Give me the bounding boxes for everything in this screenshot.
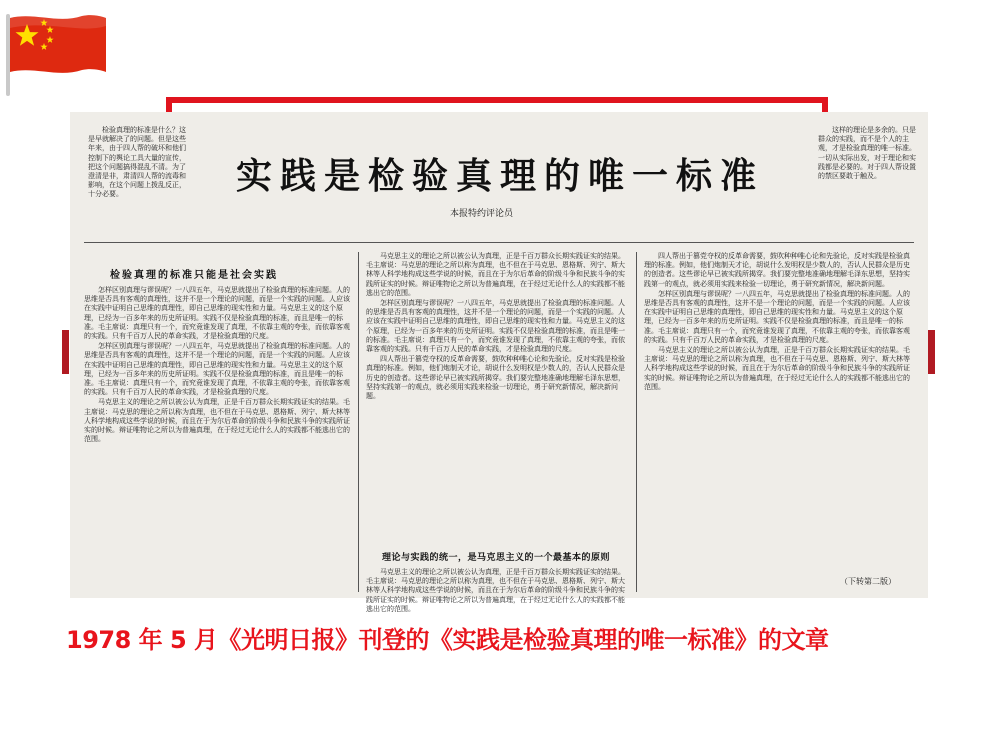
- intro-text: 检验真理的标准是什么？这是早就解决了的问题。但是这些年来，由于四人帮的破坏和他们控制下的舆论工具大量的宣传，把这个问题搞得混乱不清。为了澄清是非，肃清四人帮的流毒和影响，在这个问题上拨乱反正，十分必要。: [88, 126, 186, 199]
- col2-text-cont2: 四人帮出于篡党夺权的反革命需要，鼓吹种种唯心论和先验论，反对实践是检验真理的标准。例如，他们炮制天才论，胡说什么发明权是少数人的，否认人民群众是历史的创造者。这些谬论早已被实践所揭穿。我们要完整地准确地理解毛泽东思想，坚持实践第一的观点，就必须用实践来检验一切理论，勇于研究新情况，解决新问题。: [366, 355, 625, 401]
- col3-text: 四人帮出于篡党夺权的反革命需要，鼓吹种种唯心论和先验论，反对实践是检验真理的标准。例如，他们炮制天才论，胡说什么发明权是少数人的，否认人民群众是历史的创造者。这些谬论早已被实践所揭穿。我们要完整地准确地理解毛泽东思想，坚持实践第一的观点，就必须用实践来检验一切理论，勇于研究新情况，解决新问题。: [644, 252, 910, 288]
- col1-text: 怎样区别真理与谬误呢？一八四五年，马克思就提出了检验真理的标准问题。人的思维是否具有客观的真理性，这并不是一个理论的问题，而是一个实践的问题。人应该在实践中证明自己思维的真理性，即自己思维的现实性和力量。马克思主义的这个原理，已经为一百多年来的历史所证明。实践不仅是检验真理的标准，而且是唯一的标准。毛主席说：真理只有一个，而究竟谁发现了真理，不依靠主观的夸张，而依靠客观的实践。只有千百万人民的革命实践，才是检验真理的尺度。: [84, 286, 350, 341]
- col2-tail-text: 马克思主义的理论之所以被公认为真理，正是千百万群众长期实践证实的结果。毛主席说：马克思的理论之所以称为真理，也不但在于马克思、恩格斯、列宁、斯大林等人科学地构成这些学说的时候，而且在于为尔后革命的阶级斗争和民族斗争的实践所证实的时候。辩证唯物论之所以为普遍真理，在于经过无论什么人的实践都不能逃出它的范围。: [366, 568, 625, 613]
- side-accent-right: [928, 330, 935, 374]
- body-column-3: [644, 252, 914, 572]
- col1-text-cont2: 马克思主义的理论之所以被公认为真理，正是千百万群众长期实践证实的结果。毛主席说：马克思的理论之所以称为真理，也不但在于马克思、恩格斯、列宁、斯大林等人科学地构成这些学说的时候，而且在于为尔后革命的阶级斗争和民族斗争的实践所证实的时候。辩证唯物论之所以为普遍真理，在于经过无论什么人的实践都不能逃出它的范围。: [84, 398, 350, 444]
- caption: 1978 年 5 月《光明日报》刊登的《实践是检验真理的唯一标准》的文章: [66, 626, 829, 654]
- side-column: [818, 126, 918, 246]
- section1-title: 检验真理的标准只能是社会实践: [110, 270, 278, 281]
- red-frame-top: [166, 97, 828, 103]
- intro-column: [88, 126, 188, 246]
- continued-note: （下转第二版）: [840, 577, 896, 586]
- body-column-2: [366, 252, 630, 542]
- article-headline: 实践是检验真理的唯一标准: [235, 155, 764, 197]
- col3-text-cont2: 马克思主义的理论之所以被公认为真理，正是千百万群众长期实践证实的结果。毛主席说：马克思的理论之所以称为真理，也不但在于马克思、恩格斯、列宁、斯大林等人科学地构成这些学说的时候，而且在于为尔后革命的阶级斗争和民族斗争的实践所证实的时候。辩证唯物论之所以为普遍真理，在于经过无论什么人的实践都不能逃出它的范围。: [644, 346, 910, 391]
- article-byline: 本报特约评论员: [450, 209, 514, 219]
- col3-text-cont: 怎样区别真理与谬误呢？一八四五年，马克思就提出了检验真理的标准问题。人的思维是否具有客观的真理性，这并不是一个理论的问题，而是一个实践的问题。人应该在实践中证明自己思维的真理性，即自己思维的现实性和力量。马克思主义的这个原理，已经为一百多年来的历史所证明。实践不仅是检验真理的标准，而且是唯一的标准。毛主席说：真理只有一个，而究竟谁发现了真理，不依靠主观的夸张，而依靠客观的实践。只有千百万人民的革命实践，才是检验真理的尺度。: [644, 289, 910, 344]
- col1-text-cont: 怎样区别真理与谬误呢？一八四五年，马克思就提出了检验真理的标准问题。人的思维是否具有客观的真理性，这并不是一个理论的问题，而是一个实践的问题。人应该在实践中证明自己思维的真理性，即自己思维的现实性和力量。马克思主义的这个原理，已经为一百多年来的历史所证明。实践不仅是检验真理的标准，而且是唯一的标准。毛主席说：真理只有一个，而究竟谁发现了真理，不依靠主观的夸张，而依靠客观的实践。只有千百万人民的革命实践，才是检验真理的尺度。: [84, 342, 350, 397]
- body-column-1: [84, 286, 352, 592]
- side-accent-left: [62, 330, 69, 374]
- col2-text-cont: 怎样区别真理与谬误呢？一八四五年，马克思就提出了检验真理的标准问题。人的思维是否具有客观的真理性，这并不是一个理论的问题，而是一个实践的问题。人应该在实践中证明自己思维的真理性，即自己思维的现实性和力量。马克思主义的这个原理，已经为一百多年来的历史所证明。实践不仅是检验真理的标准，而且是唯一的标准。毛主席说：真理只有一个，而究竟谁发现了真理，不依靠主观的夸张，而依靠客观的实践。只有千百万人民的革命实践，才是检验真理的尺度。: [366, 299, 625, 354]
- newspaper-clipping: [70, 112, 928, 613]
- body-column-2-tail: [366, 568, 630, 613]
- side-text: 这样的理论是多余的。只是群众的实践，而不是个人的主观，才是检验真理的唯一标准。一切从实际出发，对于理论和实践都是必要的。对于四人帮设置的禁区要敢于触及。: [818, 126, 916, 181]
- section2-title: 理论与实践的统一，是马克思主义的一个最基本的原则: [382, 553, 611, 563]
- china-flag-icon: [10, 12, 106, 78]
- header-rule: [84, 242, 914, 243]
- column-rule-1: [358, 252, 359, 592]
- column-rule-2: [636, 252, 637, 592]
- col2-text: 马克思主义的理论之所以被公认为真理，正是千百万群众长期实践证实的结果。毛主席说：马克思的理论之所以称为真理，也不但在于马克思、恩格斯、列宁、斯大林等人科学地构成这些学说的时候，而且在于为尔后革命的阶级斗争和民族斗争的实践所证实的时候。辩证唯物论之所以为普遍真理，在于经过无论什么人的实践都不能逃出它的范围。: [366, 252, 625, 297]
